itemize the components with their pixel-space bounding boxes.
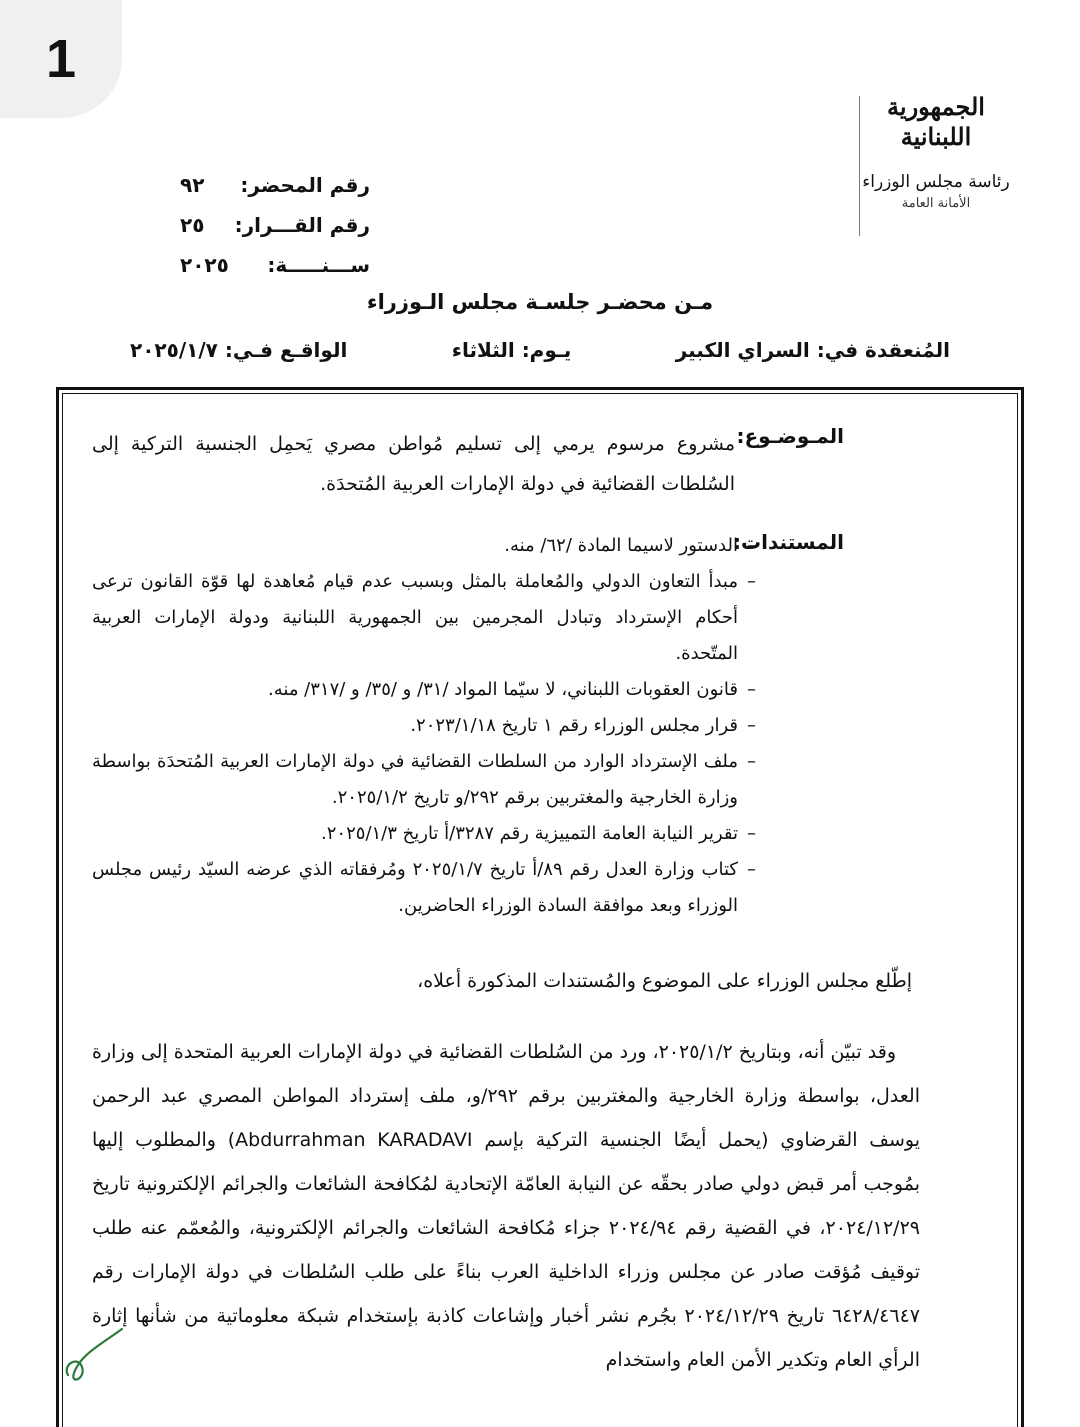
- decision-number-value: ٢٥: [180, 213, 205, 237]
- document-item: – قرار مجلس الوزراء رقم ١ تاريخ ٢٠٢٣/١/١٨.: [92, 708, 756, 744]
- document-item: – مبدأ التعاون الدولي والمُعاملة بالمثل وبسبب عدم قيام مُعاهدة لها قوّة القانون ترعى أحكام الإسترداد وتبادل المجرمين بين الجمهورية اللبنانية ودولة الإمارات العربية المتّحدة.: [92, 564, 756, 672]
- letterhead: [858, 92, 1014, 211]
- document-item: – الدستور لاسيما المادة /٦٢/ منه.: [92, 528, 756, 564]
- minutes-number-value: ٩٢: [180, 173, 205, 197]
- session-day: يـوم: الثلاثاء: [451, 338, 572, 362]
- review-statement: إطّلع مجلس الوزراء على الموضوع والمُستندات المذكورة أعلاه،: [417, 970, 912, 992]
- minutes-number-label: رقم المحضر:: [240, 173, 370, 197]
- document-item: – قانون العقوبات اللبناني، لا سيّما المواد /٣١/ و /٣٥/ و /٣١٧/ منه.: [92, 672, 756, 708]
- document-item: – تقرير النيابة العامة التمييزية رقم ٣٢٨٧/أ تاريخ ٢٠٢٥/١/٣.: [92, 816, 756, 852]
- year-label: ســـنـــــة:: [267, 253, 370, 277]
- year-value: ٢٠٢٥: [180, 253, 229, 277]
- body-paragraph: وقد تبيّن أنه، وبتاريخ ٢٠٢٥/١/٢، ورد من السُلطات القضائية في دولة الإمارات العربية المتحدة إلى وزارة العدل، بواسطة وزارة الخارجية والمغتربين برقم ٢٩٢/و، ملف إسترداد المواطن المصري عبد الرحمن يوسف القرضاوي (يحمل أيضًا الجنسية التركية بإسم Abdurrahman KARADAVI) والمطلوب إليها بمُوجب أمر قبض دولي صادر بحقّه عن النيابة العامّة الإتحادية لمُكافحة الشائعات والجرائم الإلكترونية تاريخ ٢٠٢٤/١٢/٢٩، في القضية رقم ٢٠٢٤/٩٤ جزاء مُكافحة الشائعات والجرائم الإلكترونية، والمُعمّم عنه طلب توقيف مُؤقت صادر عن مجلس وزراء الداخلية العرب بناءً على طلب السُلطات في دولة الإمارات رقم ٦٤٢٨/٤٦٤٧ تاريخ ٢٠٢٤/١٢/٢٩ بجُرم نشر أخبار وإشاعات كاذبة بإستخدام شبكة معلوماتية من شأنها إثارة الرأي العام وتكدير الأمن العام واستخدام: [92, 1041, 920, 1371]
- session-date: الواقـع فـي: ٢٠٢٥/١/٧: [130, 338, 348, 362]
- subject-text: مشروع مرسوم يرمي إلى تسليم مُواطن مصري يَحمِل الجنسية التركية إلى السُلطات القضائية في دولة الإمارات العربية المُتحدَة.: [92, 433, 735, 495]
- document-subtitle: مـن محضـر جلسـة مجلس الـوزراء: [366, 290, 714, 314]
- session-venue: المُنعقدة في: السراي الكبير: [675, 338, 950, 362]
- session-info: [130, 338, 950, 362]
- decision-number-label: رقم القـــرار:: [234, 213, 370, 237]
- documents-list: [92, 528, 756, 924]
- document-item: – ملف الإسترداد الوارد من السلطات القضائية في دولة الإمارات العربية المُتحدَة بواسطة وزارة الخارجية والمغتربين برقم ٢٩٢/و تاريخ ٢٠٢٥/١/٢.: [92, 744, 756, 816]
- subject-label: المـوضـوع:: [736, 424, 844, 448]
- letterhead-office: رئاسة مجلس الوزراء: [862, 172, 1010, 192]
- letterhead-sub-office: الأمانة العامة: [901, 196, 971, 211]
- letterhead-country-line1: الجمهورية: [887, 92, 985, 121]
- record-references: [180, 165, 370, 285]
- document-item: – كتاب وزارة العدل رقم ٨٩/أ تاريخ ٢٠٢٥/١/٧ ومُرفقاته الذي عرضه السيّد رئيس مجلس الوزراء وبعد موافقة السادة الوزراء الحاضرين.: [92, 852, 756, 924]
- page-number-badge: 1: [0, 0, 122, 118]
- letterhead-country-line2: اللبنانية: [900, 122, 972, 151]
- documents-label: المستندات:: [733, 530, 844, 554]
- signature-mark: [60, 1325, 130, 1390]
